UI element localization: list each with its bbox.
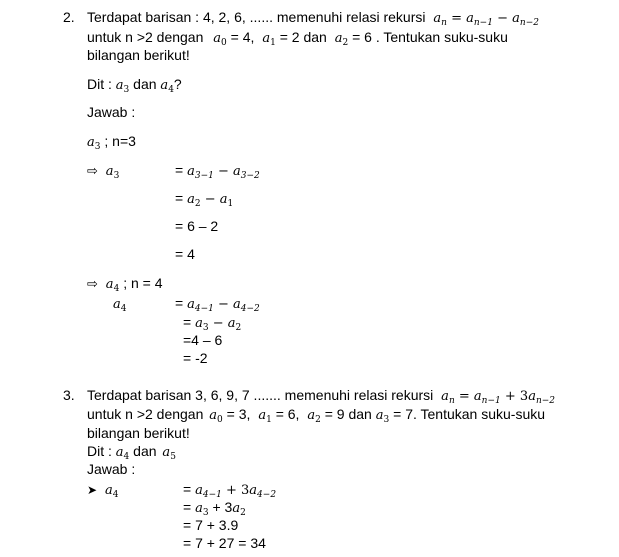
problem-2-step-b1: = $a_{4-1} - a_{4-2}$ bbox=[175, 295, 260, 314]
problem-3-step3: = 7 + 3.9 bbox=[183, 517, 239, 533]
problem-3-number: 3. bbox=[63, 387, 75, 403]
arrowhead-bullet-icon: ➤ bbox=[87, 483, 98, 497]
problem-3-line3: bilangan berikut! bbox=[87, 425, 190, 441]
problem-2-step-a3: = 4 bbox=[175, 246, 195, 262]
problem-2-dit: Dit : $a_3$ dan $a_4$? bbox=[87, 76, 182, 95]
problem-3-dit: Dit : $a_4$ dan $a_5$ bbox=[87, 443, 176, 462]
problem-2-step-b2: =4 – 6 bbox=[183, 332, 223, 348]
problem-3-step1: = $a_{4-1} + 3a_{4-2}$ bbox=[183, 481, 277, 500]
problem-2-line3: bilangan berikut! bbox=[87, 47, 190, 63]
problem-2-step-b3: = -2 bbox=[183, 350, 208, 366]
problem-2-number: 2. bbox=[63, 9, 75, 25]
problem-2-a4-label: $a_4$ bbox=[113, 297, 127, 314]
problem-2-arrow-2: ⇨ $a_4$ ; n = 4 bbox=[87, 275, 163, 294]
problem-2-step-a1b: = $a_2 - a_1$ bbox=[175, 190, 234, 209]
problem-2-step-a1: = $a_{3-1} - a_{3-2}$ bbox=[175, 162, 260, 181]
problem-2-arrow-1: ⇨ $a_3$ bbox=[87, 164, 120, 181]
problem-2-jawab: Jawab : bbox=[87, 104, 136, 120]
problem-2-line1: Terdapat barisan : 4, 2, 6, ...... memenuhi relasi rekursi $a_n = a_{n-1} - a_{n-2}$ bbox=[87, 9, 539, 28]
problem-2-case-a3: $a_3$ ; n=3 bbox=[87, 133, 136, 152]
problem-3-line2: untuk n >2 dengan $a_0 = 3$, $a_1 = 6$, $a_2 = 9$ dan $a_3 = 7$. Tentukan suku-suku bbox=[87, 406, 546, 425]
problem-3-step4: = 7 + 27 = 34 bbox=[183, 535, 266, 551]
hollow-arrow-icon: ⇨ bbox=[87, 277, 98, 292]
problem-2-line2: untuk n >2 dengan $a_0 = 4$, $a_1 = 2$ dan $a_2 = 6$ . Tentukan suku-suku bbox=[87, 29, 508, 48]
problem-3-line1: Terdapat barisan 3, 6, 9, 7 ....... memenuhi relasi rekursi $a_n = a_{n-1} + 3a_{n-2}$ bbox=[87, 387, 556, 406]
problem-3-step2: = $a_3 + 3a_2$ bbox=[183, 499, 246, 518]
problem-3-bullet-a4: ➤ $a_4$ bbox=[87, 483, 119, 500]
problem-2-step-a2: = 6 – 2 bbox=[175, 218, 219, 234]
problem-2-step-b1b: = $a_3 - a_2$ bbox=[183, 314, 242, 333]
hollow-arrow-icon: ⇨ bbox=[87, 164, 98, 179]
problem-3-jawab: Jawab : bbox=[87, 461, 136, 477]
